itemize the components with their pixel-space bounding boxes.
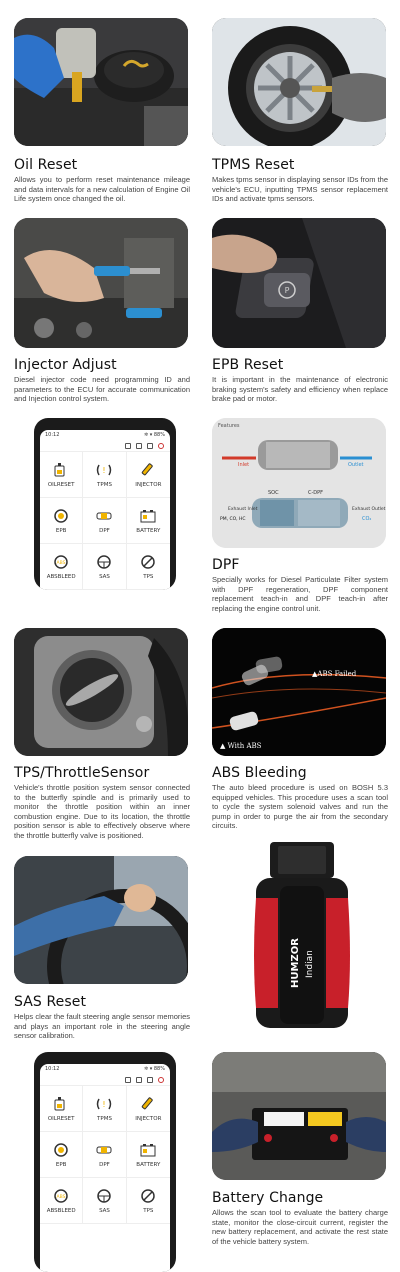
oil-can-icon	[52, 1096, 70, 1112]
dpf-cdpf-label: C-DPF	[308, 490, 324, 496]
phone-time: 10:12	[45, 432, 60, 438]
menu-item-sas[interactable]	[83, 1178, 126, 1224]
feature-desc-sas-reset: Helps clear the fault steering angle sensor memories and plays an important role in the steering angle sensor calibration.	[14, 1012, 190, 1041]
dpf-diagram	[212, 418, 386, 548]
feature-desc-epb-reset: It is important in the maintenance of electronic braking system's safety and efficiency when replace brake pad or motor.	[212, 375, 388, 404]
battery-icon	[139, 508, 157, 524]
toolbar-icon-1[interactable]	[125, 1077, 131, 1083]
with-abs-label: ▲ With ABS	[220, 742, 262, 750]
steering-icon	[95, 1188, 113, 1204]
bluetooth-icon[interactable]	[158, 1077, 164, 1083]
injector-icon	[139, 1096, 157, 1112]
feature-desc-tpms-reset: Makes tpms sensor in displaying sensor IDs from the vehicle's ECU, inputting TPMS sensor replacement IDs and activate tpms sensors.	[212, 175, 388, 204]
throttle-icon	[139, 554, 157, 570]
phone-status-icons: ✲ ▾ 88%	[144, 432, 165, 438]
menu-item-dpf[interactable]	[83, 498, 126, 544]
menu-label: SAS	[99, 573, 110, 580]
abs-icon	[52, 554, 70, 570]
menu-label: OILRESET	[47, 1115, 75, 1122]
phone-mockup-bottom	[34, 1052, 176, 1272]
throttle-sensor-image	[14, 628, 188, 756]
menu-item-tps[interactable]	[127, 1178, 170, 1224]
menu-label: TPS	[143, 1207, 154, 1214]
dpf-icon	[95, 1142, 113, 1158]
dpf-exhaust-inlet-label: Exhaust Inlet	[228, 507, 258, 512]
phone-screen	[40, 430, 170, 590]
tpms-reset-image	[212, 18, 386, 146]
feature-title-epb-reset: EPB Reset	[212, 357, 284, 373]
device-model: Indian	[305, 950, 315, 978]
menu-item-battery[interactable]	[127, 1132, 170, 1178]
menu-item-battery[interactable]	[127, 498, 170, 544]
feature-title-injector-adjust: Injector Adjust	[14, 357, 117, 373]
feature-desc-injector-adjust: Diesel injector code need programming ID and parameters to the ECU for accurate communication and Injection control system.	[14, 375, 190, 404]
menu-item-oilreset[interactable]	[40, 1086, 83, 1132]
toolbar-icon-3[interactable]	[147, 443, 153, 449]
menu-label: TPMS	[97, 481, 112, 488]
svg-text:ABS: ABS	[56, 560, 66, 566]
tpms-icon	[95, 462, 113, 478]
toolbar-icon-3[interactable]	[147, 1077, 153, 1083]
menu-item-tpms[interactable]	[83, 1086, 126, 1132]
abs-failed-label: ▲ABS Failed	[312, 670, 357, 678]
throttle-icon	[139, 1188, 157, 1204]
phone-status-bar	[40, 1064, 170, 1074]
abs-bleeding-image	[212, 628, 386, 756]
phone-toolbar	[40, 440, 170, 452]
menu-item-epb[interactable]	[40, 1132, 83, 1178]
menu-label: TPS	[143, 573, 154, 580]
feature-desc-oil-reset: Allows you to perform reset maintenance mileage and data intervals for a new calculation of Engine Oil Life system once changed the oil.	[14, 175, 190, 204]
menu-item-injector[interactable]	[127, 1086, 170, 1132]
obd-device-image	[252, 838, 352, 1032]
menu-item-sas[interactable]	[83, 544, 126, 590]
injector-adjust-image	[14, 218, 188, 348]
menu-label: INJECTOR	[135, 481, 162, 488]
battery-icon	[139, 1142, 157, 1158]
dpf-exhaust-outlet-label: Exhaust Outlet	[352, 507, 386, 512]
dpf-soc-label: SOC	[268, 490, 279, 496]
phone-status-icons: ✲ ▾ 88%	[144, 1066, 165, 1072]
menu-label: DPF	[99, 527, 110, 534]
feature-desc-battery-change: Allows the scan tool to evaluate the battery charge state, monitor the close-circuit current, register the new battery replacement, and activate the rest state of the vehicle battery system.	[212, 1208, 388, 1246]
feature-title-battery-change: Battery Change	[212, 1190, 324, 1206]
dpf-gases-out: CO₂	[362, 516, 372, 522]
menu-label: SAS	[99, 1207, 110, 1214]
menu-item-oilreset[interactable]	[40, 452, 83, 498]
menu-label: DPF	[99, 1161, 110, 1168]
function-menu-grid	[40, 452, 170, 590]
feature-title-dpf: DPF	[212, 557, 240, 573]
feature-title-tps: TPS/ThrottleSensor	[14, 765, 150, 781]
epb-icon	[52, 508, 70, 524]
menu-item-dpf[interactable]	[83, 1132, 126, 1178]
phone-toolbar	[40, 1074, 170, 1086]
dpf-icon	[95, 508, 113, 524]
injector-icon	[139, 462, 157, 478]
function-menu-grid	[40, 1086, 170, 1224]
menu-item-injector[interactable]	[127, 452, 170, 498]
svg-text:!: !	[102, 465, 107, 475]
menu-label: EPB	[55, 527, 67, 534]
menu-label: BATTERY	[136, 527, 161, 534]
battery-change-image	[212, 1052, 386, 1180]
menu-item-epb[interactable]	[40, 498, 83, 544]
toolbar-icon-1[interactable]	[125, 443, 131, 449]
sas-reset-image	[14, 856, 188, 984]
phone-screen	[40, 1064, 170, 1272]
feature-desc-dpf: Specially works for Diesel Particulate Filter system with DPF regeneration, DPF component replacement teach-in and DPF teach-in after replacing the engine control unit.	[212, 575, 388, 613]
svg-text:P: P	[284, 286, 290, 295]
dpf-gases-in: PM, CO, HC	[220, 517, 246, 522]
menu-label: ABSBLEED	[46, 1207, 76, 1214]
menu-label: EPB	[55, 1161, 67, 1168]
oil-reset-image	[14, 18, 188, 146]
toolbar-icon-2[interactable]	[136, 443, 142, 449]
feature-title-sas-reset: SAS Reset	[14, 994, 87, 1010]
phone-mockup-top	[34, 418, 176, 590]
bluetooth-icon[interactable]	[158, 443, 164, 449]
feature-title-abs-bleeding: ABS Bleeding	[212, 765, 307, 781]
menu-item-absbleed[interactable]	[40, 1178, 83, 1224]
phone-time: 10:12	[45, 1066, 60, 1072]
epb-icon	[52, 1142, 70, 1158]
steering-icon	[95, 554, 113, 570]
epb-reset-image	[212, 218, 386, 348]
dpf-header: Features	[218, 423, 240, 429]
dpf-inlet-label: Inlet	[238, 462, 250, 468]
phone-status-bar	[40, 430, 170, 440]
feature-title-oil-reset: Oil Reset	[14, 157, 78, 173]
menu-item-absbleed[interactable]	[40, 544, 83, 590]
abs-icon	[52, 1188, 70, 1204]
menu-label: TPMS	[97, 1115, 112, 1122]
device-brand: HUMZOR	[290, 938, 301, 988]
menu-label: INJECTOR	[135, 1115, 162, 1122]
oil-can-icon	[52, 462, 70, 478]
svg-text:!: !	[102, 1099, 107, 1109]
feature-title-tpms-reset: TPMS Reset	[212, 157, 295, 173]
menu-item-tps[interactable]	[127, 544, 170, 590]
svg-text:ABS: ABS	[56, 1194, 66, 1200]
menu-label: BATTERY	[136, 1161, 161, 1168]
menu-label: OILRESET	[47, 481, 75, 488]
menu-item-tpms[interactable]	[83, 452, 126, 498]
feature-desc-tps: Vehicle's throttle position system sensor connected to the butterfly spindle and is primarily used to monitor the throttle position within an inner combustion engine. Due to its location, the throttle position sensor is able to effectively observe where the throttle butterfly valve is positioned.	[14, 783, 190, 840]
tpms-icon	[95, 1096, 113, 1112]
feature-desc-abs-bleeding: The auto bleed procedure is used on BOSH 5.3 equipped vehicles. This procedure uses a scan tool to cycle the system solenoid valves and run the pump in order to purge the air from the secondary circuits.	[212, 783, 388, 831]
dpf-outlet-label: Outlet	[348, 462, 364, 468]
toolbar-icon-2[interactable]	[136, 1077, 142, 1083]
menu-label: ABSBLEED	[46, 573, 76, 580]
